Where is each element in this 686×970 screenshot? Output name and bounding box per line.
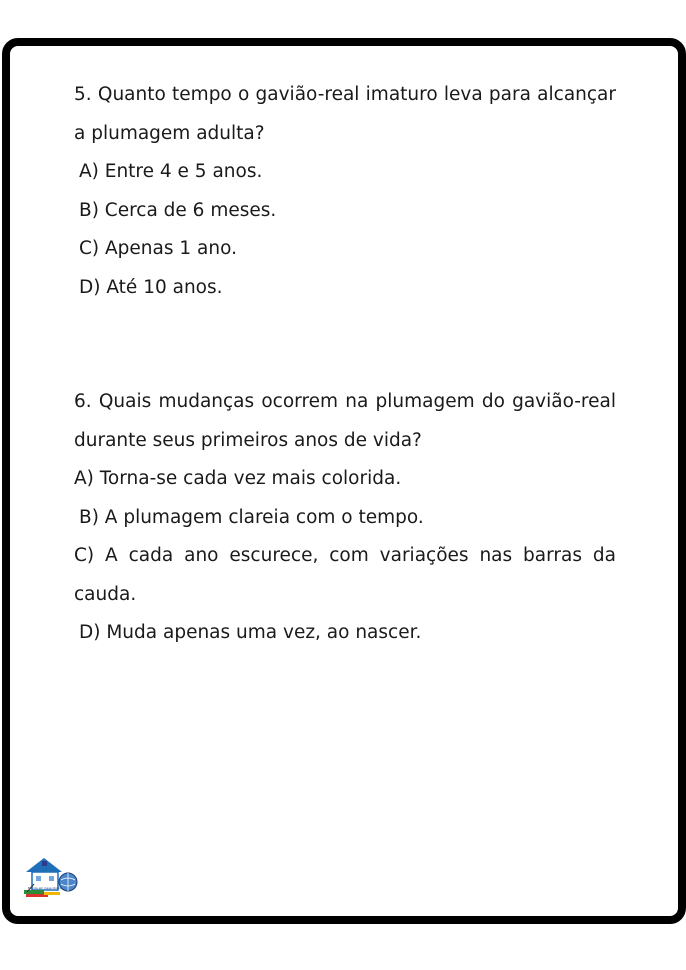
question-spacer [74, 307, 616, 383]
worksheet-content [74, 76, 616, 653]
question-6-option-a: A) Torna-se cada vez mais colorida. [74, 468, 402, 489]
question-5-text: 5. Quanto tempo o gavião-real imaturo leva para alcançar a plumagem adulta? [74, 84, 616, 144]
question-6-text: 6. Quais mudanças ocorrem na plumagem do gavião-real durante seus primeiros anos de vida? [74, 391, 616, 451]
school-house-logo-icon [22, 852, 80, 900]
question-6-option-d: D) Muda apenas uma vez, ao nascer. [79, 622, 422, 643]
question-5 [74, 76, 616, 307]
question-5-option-a: A) Entre 4 e 5 anos. [79, 161, 263, 182]
svg-text:Escola em Casa Online: Escola em Casa Online [28, 886, 63, 890]
question-5-option-b: B) Cerca de 6 meses. [79, 199, 277, 221]
question-6-option-b: B) A plumagem clareia com o tempo. [79, 506, 424, 528]
question-6 [74, 383, 616, 653]
question-6-option-c: C) A cada ano escurece, com variações nas barras da cauda. [74, 545, 616, 605]
question-5-option-c: C) Apenas 1 ano. [79, 238, 237, 259]
question-5-option-d: D) Até 10 anos. [79, 276, 223, 298]
